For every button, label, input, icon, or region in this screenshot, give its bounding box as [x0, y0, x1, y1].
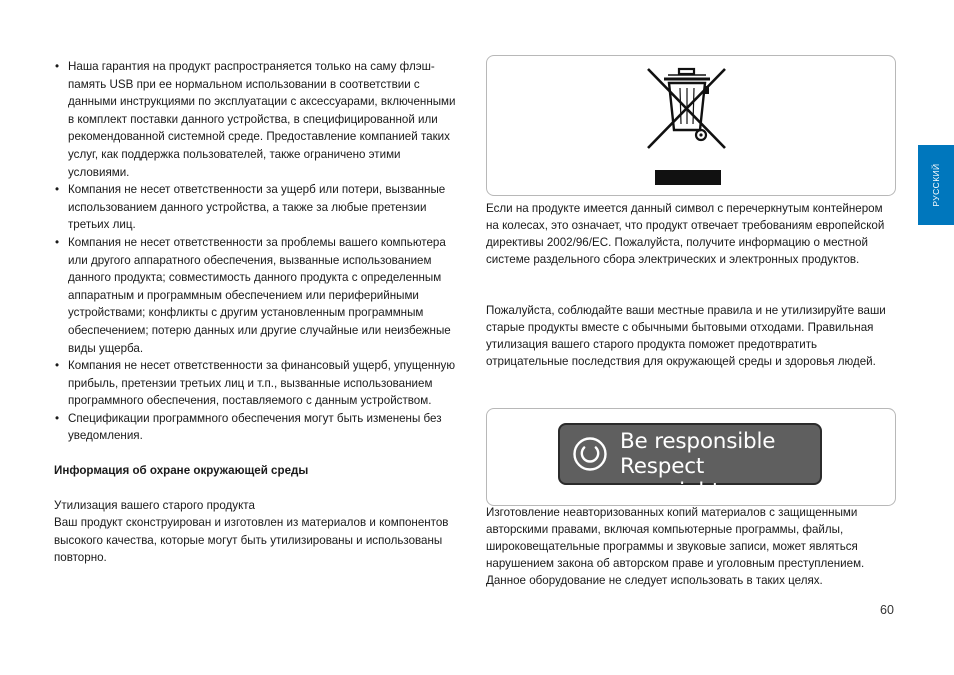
copyright-box — [486, 408, 896, 506]
warranty-bullet: • Компания не несет ответственности за проблемы вашего компьютера или другого аппаратного обеспечения, вызванные использованием данного продукта; совместимость данного продукта с определенным аппаратным и программным обеспечением или периферийными устройствами; конфликты с другим установленным программным обеспечением; потерю данных или другие случайные или неизбежные виды ущерба. — [54, 234, 460, 357]
left-column — [54, 58, 460, 567]
local-rules-paragraph: Пожалуйста, соблюдайте ваши местные правила и не утилизируйте ваши старые продукты вместе с обычными бытовыми отходами. Правильная утилизация вашего старого продукта поможет предотвратить отрицательные последствия для окружающей среды и здоровья людей. — [486, 304, 886, 369]
warranty-bullet: • Компания не несет ответственности за ущерб или потери, вызванные использованием данного устройства, а также за любые претензии третьих лиц. — [54, 181, 460, 234]
copyright-paragraph: Изготовление неавторизованных копий материалов с защищенными авторскими правами, включая компьютерные программы, файлы, широковещательные программы и звуковые записи, может являться нарушением закона об авторском праве и уголовным преступлением. Данное оборудование не следует использовать в таких целях. — [486, 506, 865, 588]
warranty-bullet: • Спецификации программного обеспечения могут быть изменены без уведомления. — [54, 410, 460, 445]
page-number: 60 — [880, 603, 894, 617]
crossed-out-wheelie-bin-icon — [647, 66, 727, 188]
weee-paragraph: Если на продукте имеется данный символ с перечеркнутым контейнером на колесах, это означает, что продукт отвечает требованиям европейской директивы 2002/96/EC. Пожалуйста, получите информацию о местной системе раздельного сбора электрических и электронных продуктов. — [486, 202, 885, 267]
badge-text — [620, 429, 820, 504]
disposal-text: Ваш продукт сконструирован и изготовлен из материалов и компонентов высокого качества, которые могут быть утилизированы и использованы повторно. — [54, 516, 449, 565]
warranty-bullet-list — [54, 58, 460, 445]
badge-line-1: Be responsible — [620, 429, 776, 454]
badge-line-2: Respect copyrights — [620, 454, 732, 504]
be-responsible-badge — [558, 423, 822, 504]
warranty-bullet: • Компания не несет ответственности за финансовый ущерб, упущенную прибыль, претензии третьих лиц и т.п., вызванные использованием программного обеспечения, поставляемого с данным устройством. — [54, 357, 460, 410]
warranty-bullet: • Наша гарантия на продукт распространяется только на саму флэш-память USB при ее нормальном использовании в соответствии с данными инструкциями по эксплуатации с аксессуарами, включенными в комплект поставки данного устройства, в специфицированной или рекомендованной системной среде. Предоставление компанией таких услуг, как поддержка пользователей, также ограничено этими условиями. — [54, 58, 460, 181]
disposal-title: Утилизация вашего старого продукта — [54, 498, 255, 512]
language-tab[interactable] — [918, 145, 954, 225]
language-tab-label: РУССКИЙ — [931, 163, 941, 207]
power-circle-icon — [572, 436, 608, 472]
weee-symbol-box — [486, 55, 896, 196]
environment-heading: Информация об охране окружающей среды — [54, 464, 309, 478]
